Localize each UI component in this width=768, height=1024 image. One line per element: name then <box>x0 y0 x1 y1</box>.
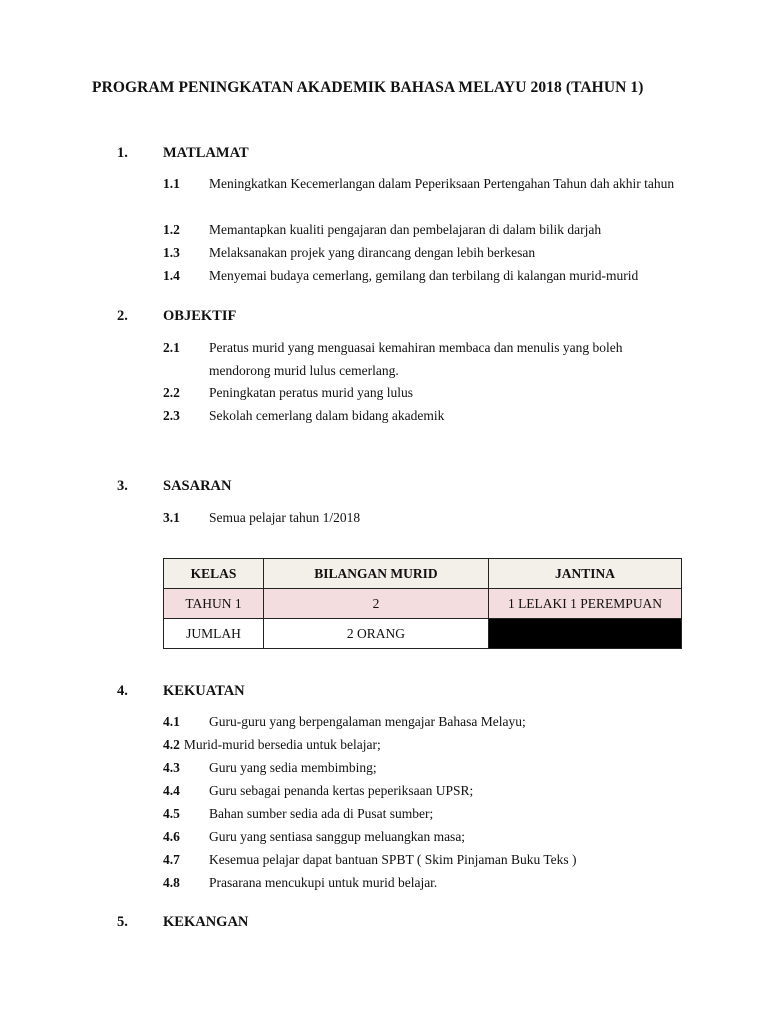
item-text: Guru-guru yang berpengalaman mengajar Bahasa Melayu; <box>209 714 526 729</box>
item-number: 2.1 <box>163 340 180 355</box>
list-item <box>163 871 683 894</box>
document-title: PROGRAM PENINGKATAN AKADEMIK BAHASA MELAYU 2018 (TAHUN 1) <box>92 79 644 96</box>
list-item <box>163 381 683 404</box>
table-cell: 2 <box>264 589 489 619</box>
section-label: KEKUATAN <box>163 683 245 699</box>
item-text: Menyemai budaya cemerlang, gemilang dan terbilang di kalangan murid-murid <box>209 268 639 283</box>
item-text: Guru yang sedia membimbing; <box>209 760 377 775</box>
section-number: 3. <box>117 478 128 494</box>
table-cell: 1 LELAKI 1 PEREMPUAN <box>489 589 682 619</box>
table-cell: JUMLAH <box>164 619 264 649</box>
item-number: 4.4 <box>163 783 180 798</box>
list-item <box>163 825 683 848</box>
item-number: 1.1 <box>163 176 180 191</box>
section-number: 5. <box>117 914 128 930</box>
table-header-cell: JANTINA <box>489 559 682 589</box>
table-row <box>164 619 682 649</box>
list-item <box>163 264 683 287</box>
item-text: Prasarana mencukupi untuk murid belajar. <box>209 875 438 890</box>
list-item <box>163 172 683 195</box>
section-number: 2. <box>117 308 128 324</box>
list-item <box>163 802 683 825</box>
item-number: 4.1 <box>163 714 180 729</box>
list-item <box>163 710 683 733</box>
item-number: 1.2 <box>163 222 180 237</box>
section-label: SASARAN <box>163 478 232 494</box>
table-header-cell: KELAS <box>164 559 264 589</box>
list-item <box>163 241 683 264</box>
item-number: 4.7 <box>163 852 180 867</box>
table-cell: 2 ORANG <box>264 619 489 649</box>
item-text: Guru yang sentiasa sanggup meluangkan masa; <box>209 829 466 844</box>
item-number: 1.3 <box>163 245 180 260</box>
section-number: 1. <box>117 145 128 161</box>
table-cell: TAHUN 1 <box>164 589 264 619</box>
item-text: Memantapkan kualiti pengajaran dan pembelajaran di dalam bilik darjah <box>209 222 602 237</box>
item-text: Peratus murid yang menguasai kemahiran membaca dan menulis yang boleh mendorong murid lulus cemerlang. <box>209 340 623 378</box>
item-text: Meningkatkan Kecemerlangan dalam Peperiksaan Pertengahan Tahun dah akhir tahun <box>209 176 675 191</box>
item-number: 4.3 <box>163 760 180 775</box>
item-number: 2.3 <box>163 408 180 423</box>
blacked-out-cell <box>489 619 682 649</box>
item-number: 4.8 <box>163 875 180 890</box>
item-text: Peningkatan peratus murid yang lulus <box>209 385 413 400</box>
table-header-row <box>164 559 682 589</box>
list-item <box>163 506 683 529</box>
item-text: Kesemua pelajar dapat bantuan SPBT ( Skim Pinjaman Buku Teks ) <box>209 852 577 867</box>
item-text: Guru sebagai penanda kertas peperiksaan UPSR; <box>209 783 474 798</box>
table-header-cell: BILANGAN MURID <box>264 559 489 589</box>
item-number: 4.2 <box>163 737 180 752</box>
item-text: Bahan sumber sedia ada di Pusat sumber; <box>209 806 434 821</box>
list-item <box>163 733 683 756</box>
list-item <box>163 848 683 871</box>
item-text: Semua pelajar tahun 1/2018 <box>209 510 361 525</box>
list-item <box>163 218 683 241</box>
item-text: Murid-murid bersedia untuk belajar; <box>183 737 381 752</box>
list-item <box>163 779 683 802</box>
list-item <box>163 404 683 427</box>
item-text: Sekolah cemerlang dalam bidang akademik <box>209 408 445 423</box>
section-label: OBJEKTIF <box>163 308 237 324</box>
student-count-table <box>163 558 682 649</box>
table-row <box>164 589 682 619</box>
item-number: 4.5 <box>163 806 180 821</box>
item-number: 2.2 <box>163 385 180 400</box>
item-number: 3.1 <box>163 510 180 525</box>
section-label: MATLAMAT <box>163 145 249 161</box>
section-label: KEKANGAN <box>163 914 249 930</box>
section-number: 4. <box>117 683 128 699</box>
item-number: 1.4 <box>163 268 180 283</box>
item-number: 4.6 <box>163 829 180 844</box>
list-item <box>163 336 683 382</box>
list-item <box>163 756 683 779</box>
item-text: Melaksanakan projek yang dirancang dengan lebih berkesan <box>209 245 536 260</box>
